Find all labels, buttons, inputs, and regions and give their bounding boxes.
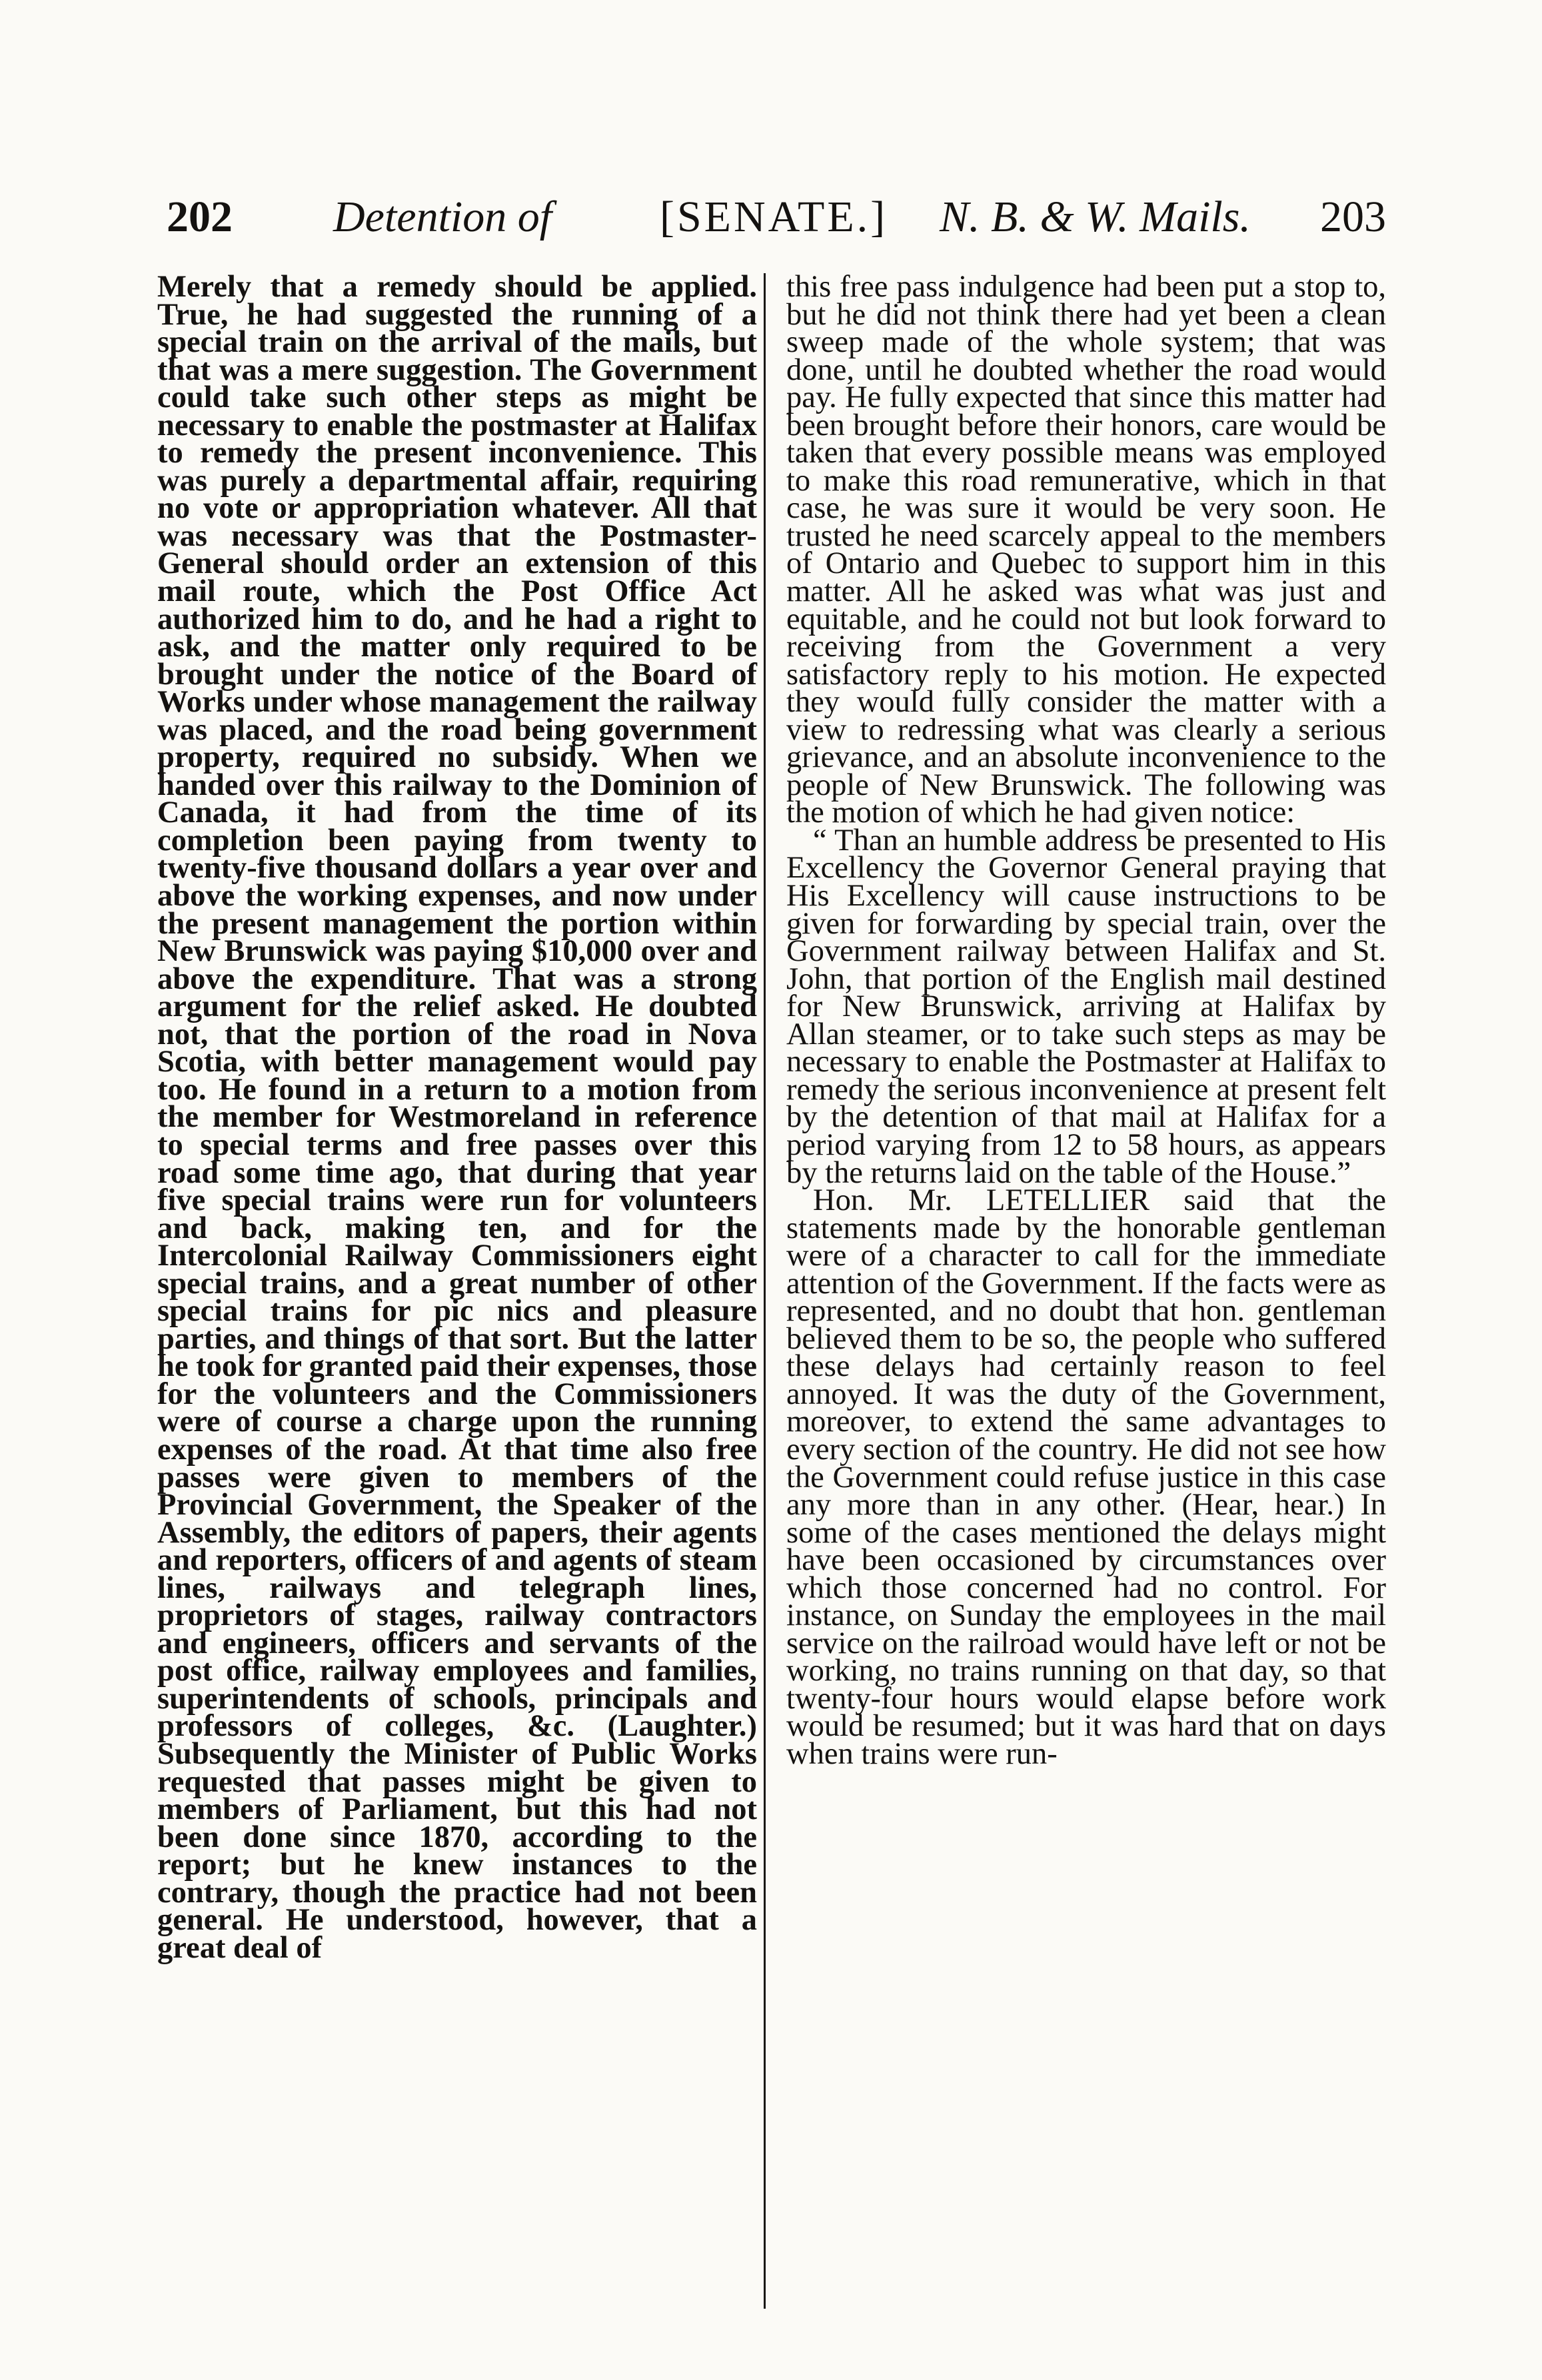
left-column	[157, 270, 757, 1965]
motion-quote: “ Than an humble address be presented to His Excellency the Governor General praying that His Excellency will cause instructions to be given for forwarding by special train, over the Government railway between Halifax and St. John, that portion of the English mail destined for New Brunswick, arriving at Halifax by Allan steamer, or to take such steps as may be necessary to enable the Postmaster at Halifax to remedy the serious inconvenience at present felt by the detention of that mail at Halifax for a period varying from 12 to 58 hours, as appears by the returns laid on the table of the House.”	[786, 823, 1386, 1190]
column-divider	[764, 273, 766, 2309]
page-header	[167, 192, 1386, 265]
left-page-number: 202	[167, 193, 233, 241]
center-running-title: [SENATE.]	[660, 193, 888, 241]
left-running-title: Detention of	[333, 193, 552, 241]
right-paragraph-letellier: Hon. Mr. LETELLIER said that the statements made by the honorable gentleman were of a character to call for the immediate attention of the Government. If the facts were as represented, and no doubt that hon. gentleman believed them to be so, the people who suffered these delays had certainly reason to feel annoyed. It was the duty of the Government, moreover, to extend the same advantages to every section of the country. He did not see how the Government could refuse justice in this case any more than in any other. (Hear, hear.) In some of the cases mentioned the delays might have been occasioned by circumstances over which those concerned had no control. For instance, on Sunday the employees in the mail service on the railroad would have left or not be working, no trains running on that day, so that twenty-four hours would elapse before work would be resumed; but it was hard that on days when trains were run-	[786, 1183, 1386, 1771]
right-column	[786, 270, 1386, 1771]
right-running-title: N. B. & W. Mails.	[940, 193, 1251, 241]
right-page-number: 203	[1320, 193, 1386, 241]
left-paragraph-1: Merely that a remedy should be applied. True, he had suggested the running of a special train on the arrival of the mails, but that was a mere suggestion. The Government could take such other steps as might be necessary to enable the postmaster at Halifax to remedy the present inconvenience. This was purely a departmental affair, requiring no vote or appropriation whatever. All that was necessary was that the Postmaster-General should order an extension of this mail route, which the Post Office Act authorized him to do, and he had a right to ask, and the matter only required to be brought under the notice of the Board of Works under whose management the railway was placed, and the road being government property, required no subsidy. When we handed over this railway to the Dominion of Canada, it had from the time of its completion been paying from twenty to twenty-five thousand dollars a year over and above the working expenses, and now under the present management the portion within New Brunswick was paying $10,000 over and above the expenditure. That was a strong argument for the relief asked. He doubted not, that the portion of the road in Nova Scotia, with better management would pay too. He found in a return to a motion from the member for Westmoreland in reference to special terms and free passes over this road some time ago, that during that year five special trains were run for volunteers and back, making ten, and for the Intercolonial Railway Commissioners eight special trains, and a great number of other special trains for pic nics and pleasure parties, and things of that sort. But the latter he took for granted paid their expenses, those for the volunteers and the Commissioners were of course a charge upon the running expenses of the road. At that time also free passes were given to members of the Provincial Government, the Speaker of the Assembly, the editors of papers, their agents and reporters, officers of and agents of steam lines, railways and telegraph lines, proprietors of stages, railway contractors and engineers, officers and servants of the post office, railway employees and families, superintendents of schools, principals and professors of colleges, &c. (Laughter.) Subsequently the Minister of Public Works requested that passes might be given to members of Parliament, but this had not been done since 1870, according to the report; but he knew instances to the contrary, though the practice had not been general. He understood, however, that a great deal of	[157, 270, 757, 1965]
right-paragraph-1: this free pass indulgence had been put a stop to, but he did not think there had yet been a clean sweep made of the whole system; that was done, until he doubted whether the road would pay. He fully expected that since this matter had been brought before their honors, care would be taken that every possible means was employed to make this road remunerative, which in that case, he was sure it would be very soon. He trusted he need scarcely appeal to the members of Ontario and Quebec to support him in this matter. All he asked was what was just and equitable, and he could not but look forward to receiving from the Government a very satisfactory reply to his motion. He expected they would fully consider the matter with a view to redressing what was clearly a serious grievance, and an absolute inconvenience to the people of New Brunswick. The following was the motion of which he had given notice:	[786, 270, 1386, 830]
